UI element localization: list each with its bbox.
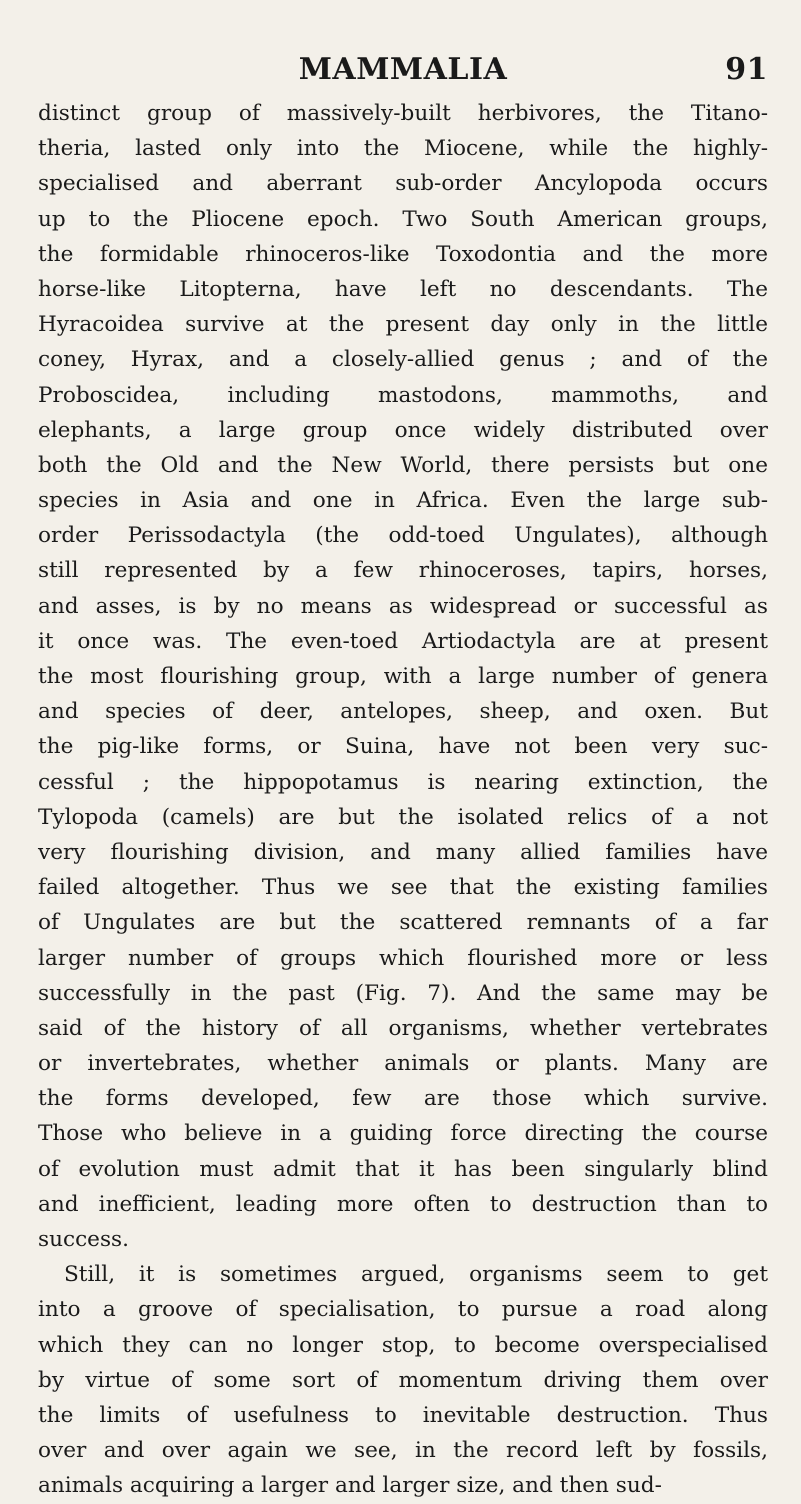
text-line: distinct group of massively-built herbivores, the Titano- (38, 101, 768, 126)
text-line: the most flourishing group, with a large number of genera (38, 664, 768, 689)
text-line: coney, Hyrax, and a closely-allied genus ; and of the (38, 347, 768, 373)
text-line: and species of deer, antelopes, sheep, and oxen. But (38, 699, 768, 725)
text-line: into a groove of specialisation, to pursue a road along (38, 1297, 768, 1323)
text-line: order Perissodactyla (the odd-toed Ungulates), although (38, 523, 768, 549)
text-line: success. (38, 1227, 129, 1252)
text-line: and inefficient, leading more often to destruction than to (38, 1191, 768, 1217)
text-line: and asses, is by no means as widespread or successful as (38, 593, 768, 619)
text-line: theria, lasted only into the Miocene, while the highly- (38, 136, 768, 162)
running-head (38, 52, 768, 96)
text-line: very flourishing division, and many allied families have (38, 839, 768, 865)
text-line: Still, it is sometimes argued, organisms seem to get (64, 1262, 768, 1288)
text-line: cessful ; the hippopotamus is nearing extinction, the (38, 769, 768, 795)
text-line: or invertebrates, whether animals or plants. Many are (38, 1051, 768, 1077)
text-line: over and over again we see, in the record left by fossils, (38, 1438, 768, 1464)
text-line: the pig-like forms, or Suina, have not been very suc- (38, 734, 768, 760)
text-line: Proboscidea, including mastodons, mammoths, and (38, 382, 768, 408)
text-line: it once was. The even-toed Artiodactyla are at present (38, 628, 768, 654)
text-line: larger number of groups which flourished more or less (38, 945, 768, 971)
text-line: specialised and aberrant sub-order Ancylopoda occurs (38, 171, 768, 197)
text-line: said of the history of all organisms, whether vertebrates (38, 1015, 768, 1041)
text-line: of Ungulates are but the scattered remnants of a far (38, 910, 768, 936)
body-text (38, 96, 768, 1504)
text-line: animals acquiring a larger and larger size, and then sud- (38, 1473, 662, 1499)
text-line: Those who believe in a guiding force directing the course (38, 1121, 768, 1147)
text-line: successfully in the past (Fig. 7). And the same may be (38, 980, 768, 1006)
text-line: up to the Pliocene epoch. Two South American groups, (38, 206, 768, 232)
text-line: Hyracoidea survive at the present day only in the little (38, 312, 768, 338)
text-line: the limits of usefulness to inevitable destruction. Thus (38, 1402, 768, 1428)
text-line: by virtue of some sort of momentum driving them over (38, 1367, 768, 1393)
text-line: still represented by a few rhinoceroses, tapirs, horses, (38, 558, 768, 584)
text-line: species in Asia and one in Africa. Even the large sub- (38, 488, 768, 514)
text-line: the formidable rhinoceros-like Toxodontia and the more (38, 241, 768, 267)
running-title: MAMMALIA (298, 52, 508, 87)
page-number: 91 (725, 52, 768, 87)
text-line: the forms developed, few are those which survive. (38, 1086, 768, 1112)
book-page (38, 52, 768, 1504)
text-line: horse-like Litopterna, have left no descendants. The (38, 276, 768, 302)
text-line: which they can no longer stop, to become overspecialised (38, 1332, 768, 1358)
text-line: of evolution must admit that it has been singularly blind (38, 1156, 768, 1182)
text-line: elephants, a large group once widely distributed over (38, 417, 768, 443)
text-line: failed altogether. Thus we see that the existing families (38, 875, 768, 901)
text-line: both the Old and the New World, there persists but one (38, 452, 768, 478)
text-line: Tylopoda (camels) are but the isolated relics of a not (38, 804, 768, 830)
